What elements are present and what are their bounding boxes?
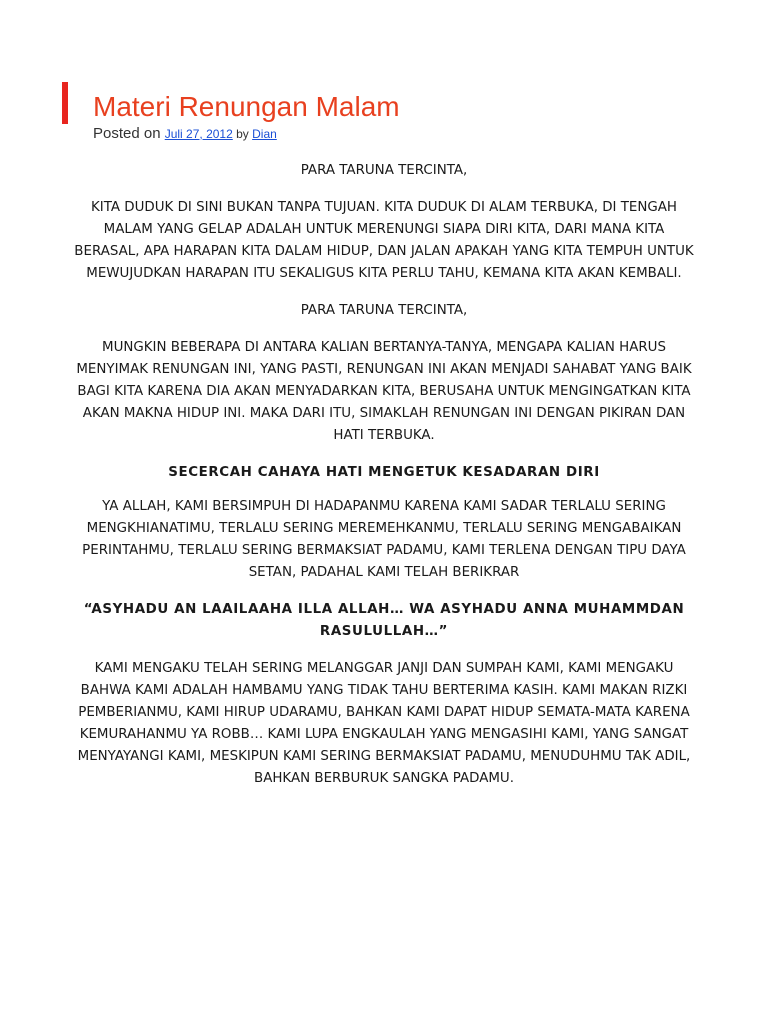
section-heading: SECERCAH CAHAYA HATI MENGETUK KESADARAN DIRI xyxy=(168,465,600,480)
post-title: Materi Renungan Malam xyxy=(93,91,400,122)
paragraph-purpose: MUNGKIN BEBERAPA DI ANTARA KALIAN BERTANYA-TANYA, MENGAPA KALIAN HARUS MENYIMAK RENUNGAN INI, YANG PASTI, RENUNGAN INI AKAN MENJADI SAHABAT YANG BAIK BAGI KITA KARENA DIA AKAN MENYADARKAN KITA, BERUSAHA UNTUK MENGINGATKAN KITA AKAN MAKNA HIDUP INI. MAKA DARI ITU, SIMAKLAH RENUNGAN INI DENGAN PIKIRAN DAN HATI TERBUKA. xyxy=(76,340,692,443)
post-meta xyxy=(93,124,277,144)
author-link[interactable]: Dian xyxy=(252,127,277,141)
paragraph-intro: KITA DUDUK DI SINI BUKAN TANPA TUJUAN. KITA DUDUK DI ALAM TERBUKA, DI TENGAH MALAM YANG GELAP ADALAH UNTUK MERENUNGI SIAPA DIRI KITA, DARI MANA KITA BERASAL, APA HARAPAN KITA DALAM HIDUP, DAN JALAN APAKAH YANG KITA TEMPUH UNTUK MEWUJUDKAN HARAPAN ITU SEKALIGUS KITA PERLU TAHU, KEMANA KITA AKAN KEMBALI. xyxy=(74,200,694,281)
shahada-quote: “ASYHADU AN LAAILAAHA ILLA ALLAH… WA ASYHADU ANNA MUHAMMDAN RASULULLAH…” xyxy=(83,602,685,639)
paragraph-salutation-1: PARA TARUNA TERCINTA, xyxy=(300,163,468,178)
post-date-link[interactable]: Juli 27, 2012 xyxy=(164,127,233,141)
posted-on-label: Posted on xyxy=(93,125,165,142)
paragraph-prayer: YA ALLAH, KAMI BERSIMPUH DI HADAPANMU KARENA KAMI SADAR TERLALU SERING MENGKHIANATIMU, TERLALU SERING MEREMEHKANMU, TERLALU SERING MENGABAIKAN PERINTAHMU, TERLALU SERING BERMAKSIAT PADAMU, KAMI TERLENA DENGAN TIPU DAYA SETAN, PADAHAL KAMI TELAH BERIKRAR xyxy=(82,499,686,580)
title-accent-bar xyxy=(62,82,68,124)
by-label: by xyxy=(232,127,253,141)
paragraph-salutation-2: PARA TARUNA TERCINTA, xyxy=(300,303,468,318)
paragraph-confession: KAMI MENGAKU TELAH SERING MELANGGAR JANJI DAN SUMPAH KAMI, KAMI MENGAKU BAHWA KAMI ADALAH HAMBAMU YANG TIDAK TAHU BERTERIMA KASIH. KAMI MAKAN RIZKI PEMBERIANMU, KAMI HIRUP UDARAMU, BAHKAN KAMI DAPAT HIDUP SEMATA-MATA KARENA KEMURAHANMU YA ROBB… KAMI LUPA ENGKAULAH YANG MENGASIHI KAMI, YANG SANGAT MENYAYANGI KAMI, MESKIPUN KAMI SERING BERMAKSIAT PADAMU, MENUDUHMU TAK ADIL, BAHKAN BERBURUK SANGKA PADAMU. xyxy=(77,661,691,786)
post-content xyxy=(70,160,698,805)
